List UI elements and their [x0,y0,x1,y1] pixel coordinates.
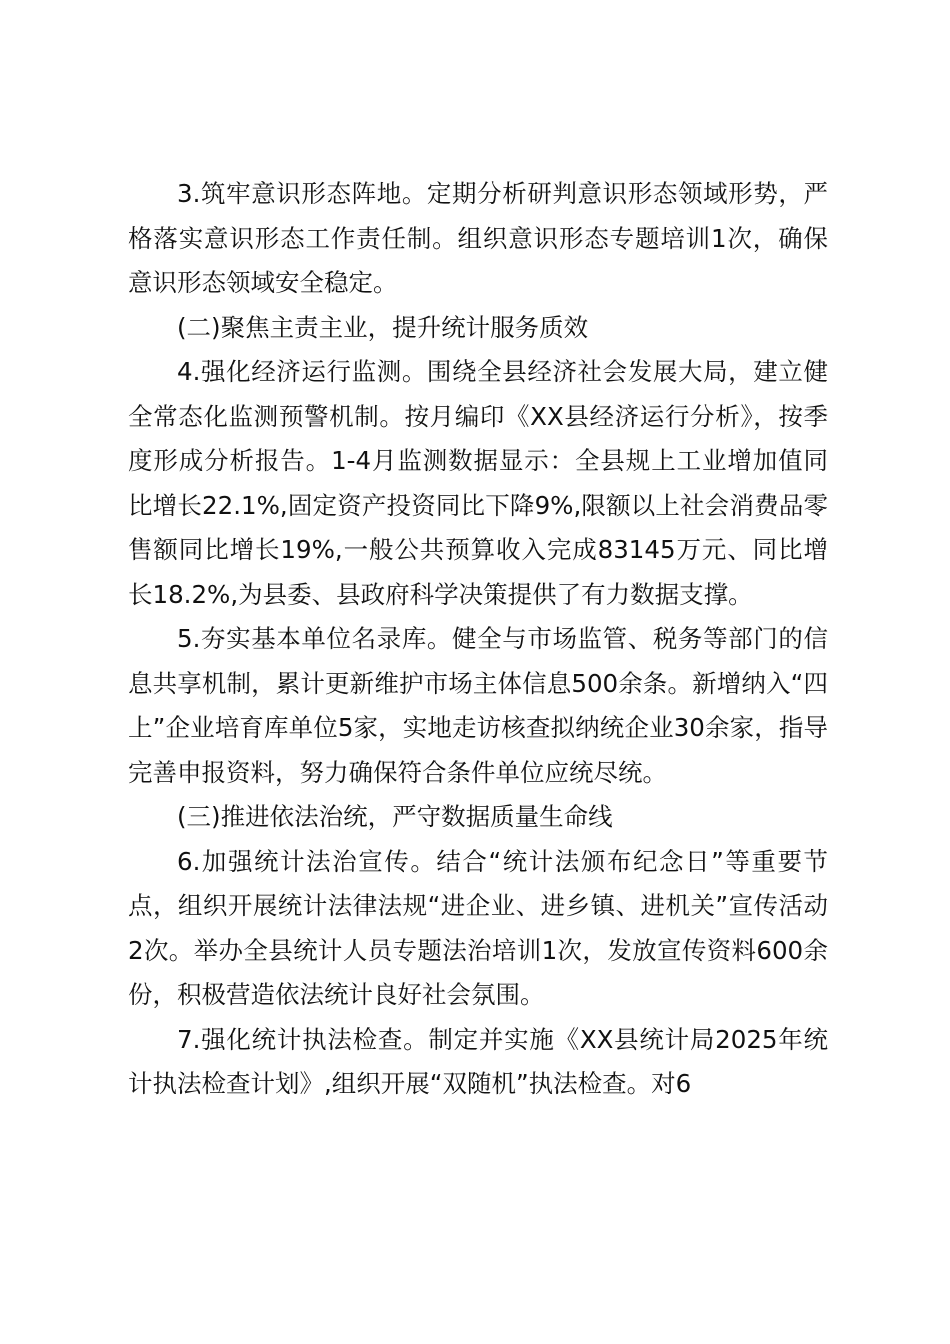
paragraph-ideology: 3.筑牢意识形态阵地。定期分析研判意识形态领域形势，严格落实意识形态工作责任制。组织意识形态专题培训1次，确保意识形态领域安全稳定。 [128,179,828,297]
paragraph-unit-directory: 5.夯实基本单位名录库。健全与市场监管、税务等部门的信息共享机制，累计更新维护市场主体信息500余条。新增纳入“四上”企业培育库单位5家，实地走访核查拟纳统企业30余家，指导完善申报资料，努力确保符合条件单位应统尽统。 [128,624,828,787]
paragraph-economic-monitoring: 4.强化经济运行监测。围绕全县经济社会发展大局，建立健全常态化监测预警机制。按月编印《XX县经济运行分析》，按季度形成分析报告。1-4月监测数据显示：全县规上工业增加值同比增长22.1%,固定资产投资同比下降9%,限额以上社会消费品零售额同比增长19%,一般公共预算收入完成83145万元、同比增长18.2%,为县委、县政府科学决策提供了有力数据支撑。 [128,357,828,609]
paragraph-legal-publicity: 6.加强统计法治宣传。结合“统计法颁布纪念日”等重要节点，组织开展统计法律法规“进企业、进乡镇、进机关”宣传活动2次。举办全县统计人员专题法治培训1次，发放宣传资料600余份，积极营造依法统计良好社会氛围。 [128,846,828,1009]
section-heading-2: (二)聚焦主责主业，提升统计服务质效 [177,312,589,342]
paragraph-law-enforcement: 7.强化统计执法检查。制定并实施《XX县统计局2025年统计执法检查计划》,组织开展“双随机”执法检查。对6 [128,1024,828,1098]
section-heading-3: (三)推进依法治统，严守数据质量生命线 [177,802,613,831]
document-body [128,172,828,1107]
